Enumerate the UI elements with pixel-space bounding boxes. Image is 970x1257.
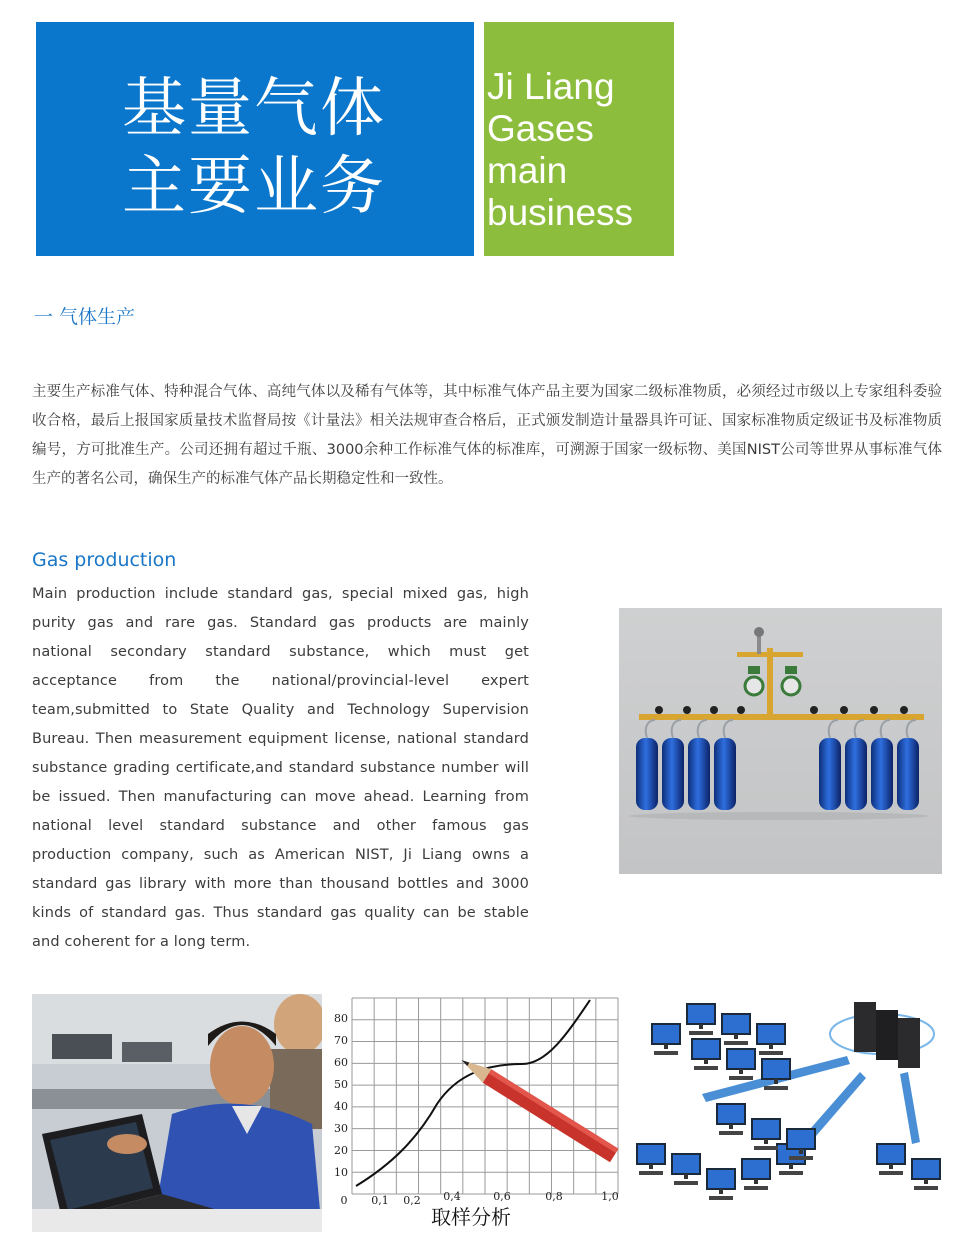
section-paragraph-cn: 主要生产标准气体、特种混合气体、高纯气体以及稀有气体等，其中标准气体产品主要为国家二级标准物质，必须经过市级以上专家组科委验收合格，最后上报国家质量技术监督局按《计量法》相关法规审查合格后，正式颁发制造计量器具许可证、国家标准物质定级证书及标准物质编号，方可批准生产。公司还拥有超过千瓶、3000余种工作标准气体的标准库，可溯源于国家一级标物、美国NIST公司等世界从事标准气体生产的著名公司，确保生产的标准气体产品长期稳定性和一致性。 — [32, 384, 942, 487]
sampling-chart-graphic — [322, 994, 620, 1232]
y-tick-label: 30 — [334, 1122, 348, 1135]
header-green-panel — [484, 22, 674, 256]
x-tick-label: 0,4 — [443, 1190, 461, 1203]
x-tick-label: 0,8 — [545, 1190, 563, 1203]
title-cn — [122, 70, 386, 226]
x-tick-label: 0,6 — [493, 1190, 511, 1203]
y-tick-label: 20 — [334, 1144, 348, 1157]
section-heading-cn: 一 气体生产 — [34, 306, 136, 328]
people-laptop-illustration — [32, 994, 322, 1232]
sampling-chart-caption: 取样分析 — [431, 1205, 511, 1229]
x-tick-label: 1,0 — [601, 1190, 619, 1203]
section-heading-en: Gas production — [32, 549, 177, 571]
y-tick-label: 40 — [334, 1100, 348, 1113]
x-tick-label: 0,1 — [371, 1194, 389, 1207]
gas-cylinder-illustration — [619, 608, 942, 874]
y-tick-label: 70 — [334, 1034, 348, 1047]
x-tick-label: 0 — [340, 1194, 348, 1207]
photo-people-laptop — [32, 994, 322, 1232]
title-en-line3: main — [487, 150, 568, 191]
computer-network-graphic — [632, 994, 942, 1232]
computer-network-image — [632, 994, 942, 1232]
title-cn-line2: 主要业务 — [122, 150, 386, 224]
title-cn-line1: 基量气体 — [122, 72, 386, 146]
title-en — [487, 66, 633, 234]
y-tick-label: 50 — [334, 1078, 348, 1091]
gas-cylinder-image — [619, 608, 942, 874]
title-en-line4: business — [487, 192, 634, 233]
sampling-chart-image — [322, 994, 620, 1232]
section-paragraph-en: Main production include standard gas, special mixed gas, high purity gas and rare gas. Standard gas products are mainly national secondary standard substance, which must get acceptance from the national/provincial-level expert team,submitted to State Quality and Technology Supervision Bureau. Then measurement equipment license, national standard substance grading certificate,and standard substance number will be issued. Then manufacturing can move ahead. Learning from national level standard substance and other famous gas production company, such as American NIST, Ji Liang owns a standard gas library with more than thousand bottles and 3000 kinds of standard gas. Thus standard gas quality can be stable and coherent for a long term. — [32, 586, 529, 950]
y-tick-label: 60 — [334, 1056, 348, 1069]
y-tick-label: 80 — [334, 1012, 348, 1025]
header-blue-panel — [36, 22, 474, 256]
title-en-line2: Gases — [487, 108, 594, 149]
x-tick-label: 0,2 — [403, 1194, 421, 1207]
y-tick-label: 10 — [334, 1166, 348, 1179]
title-en-line1: Ji Liang — [487, 66, 615, 107]
